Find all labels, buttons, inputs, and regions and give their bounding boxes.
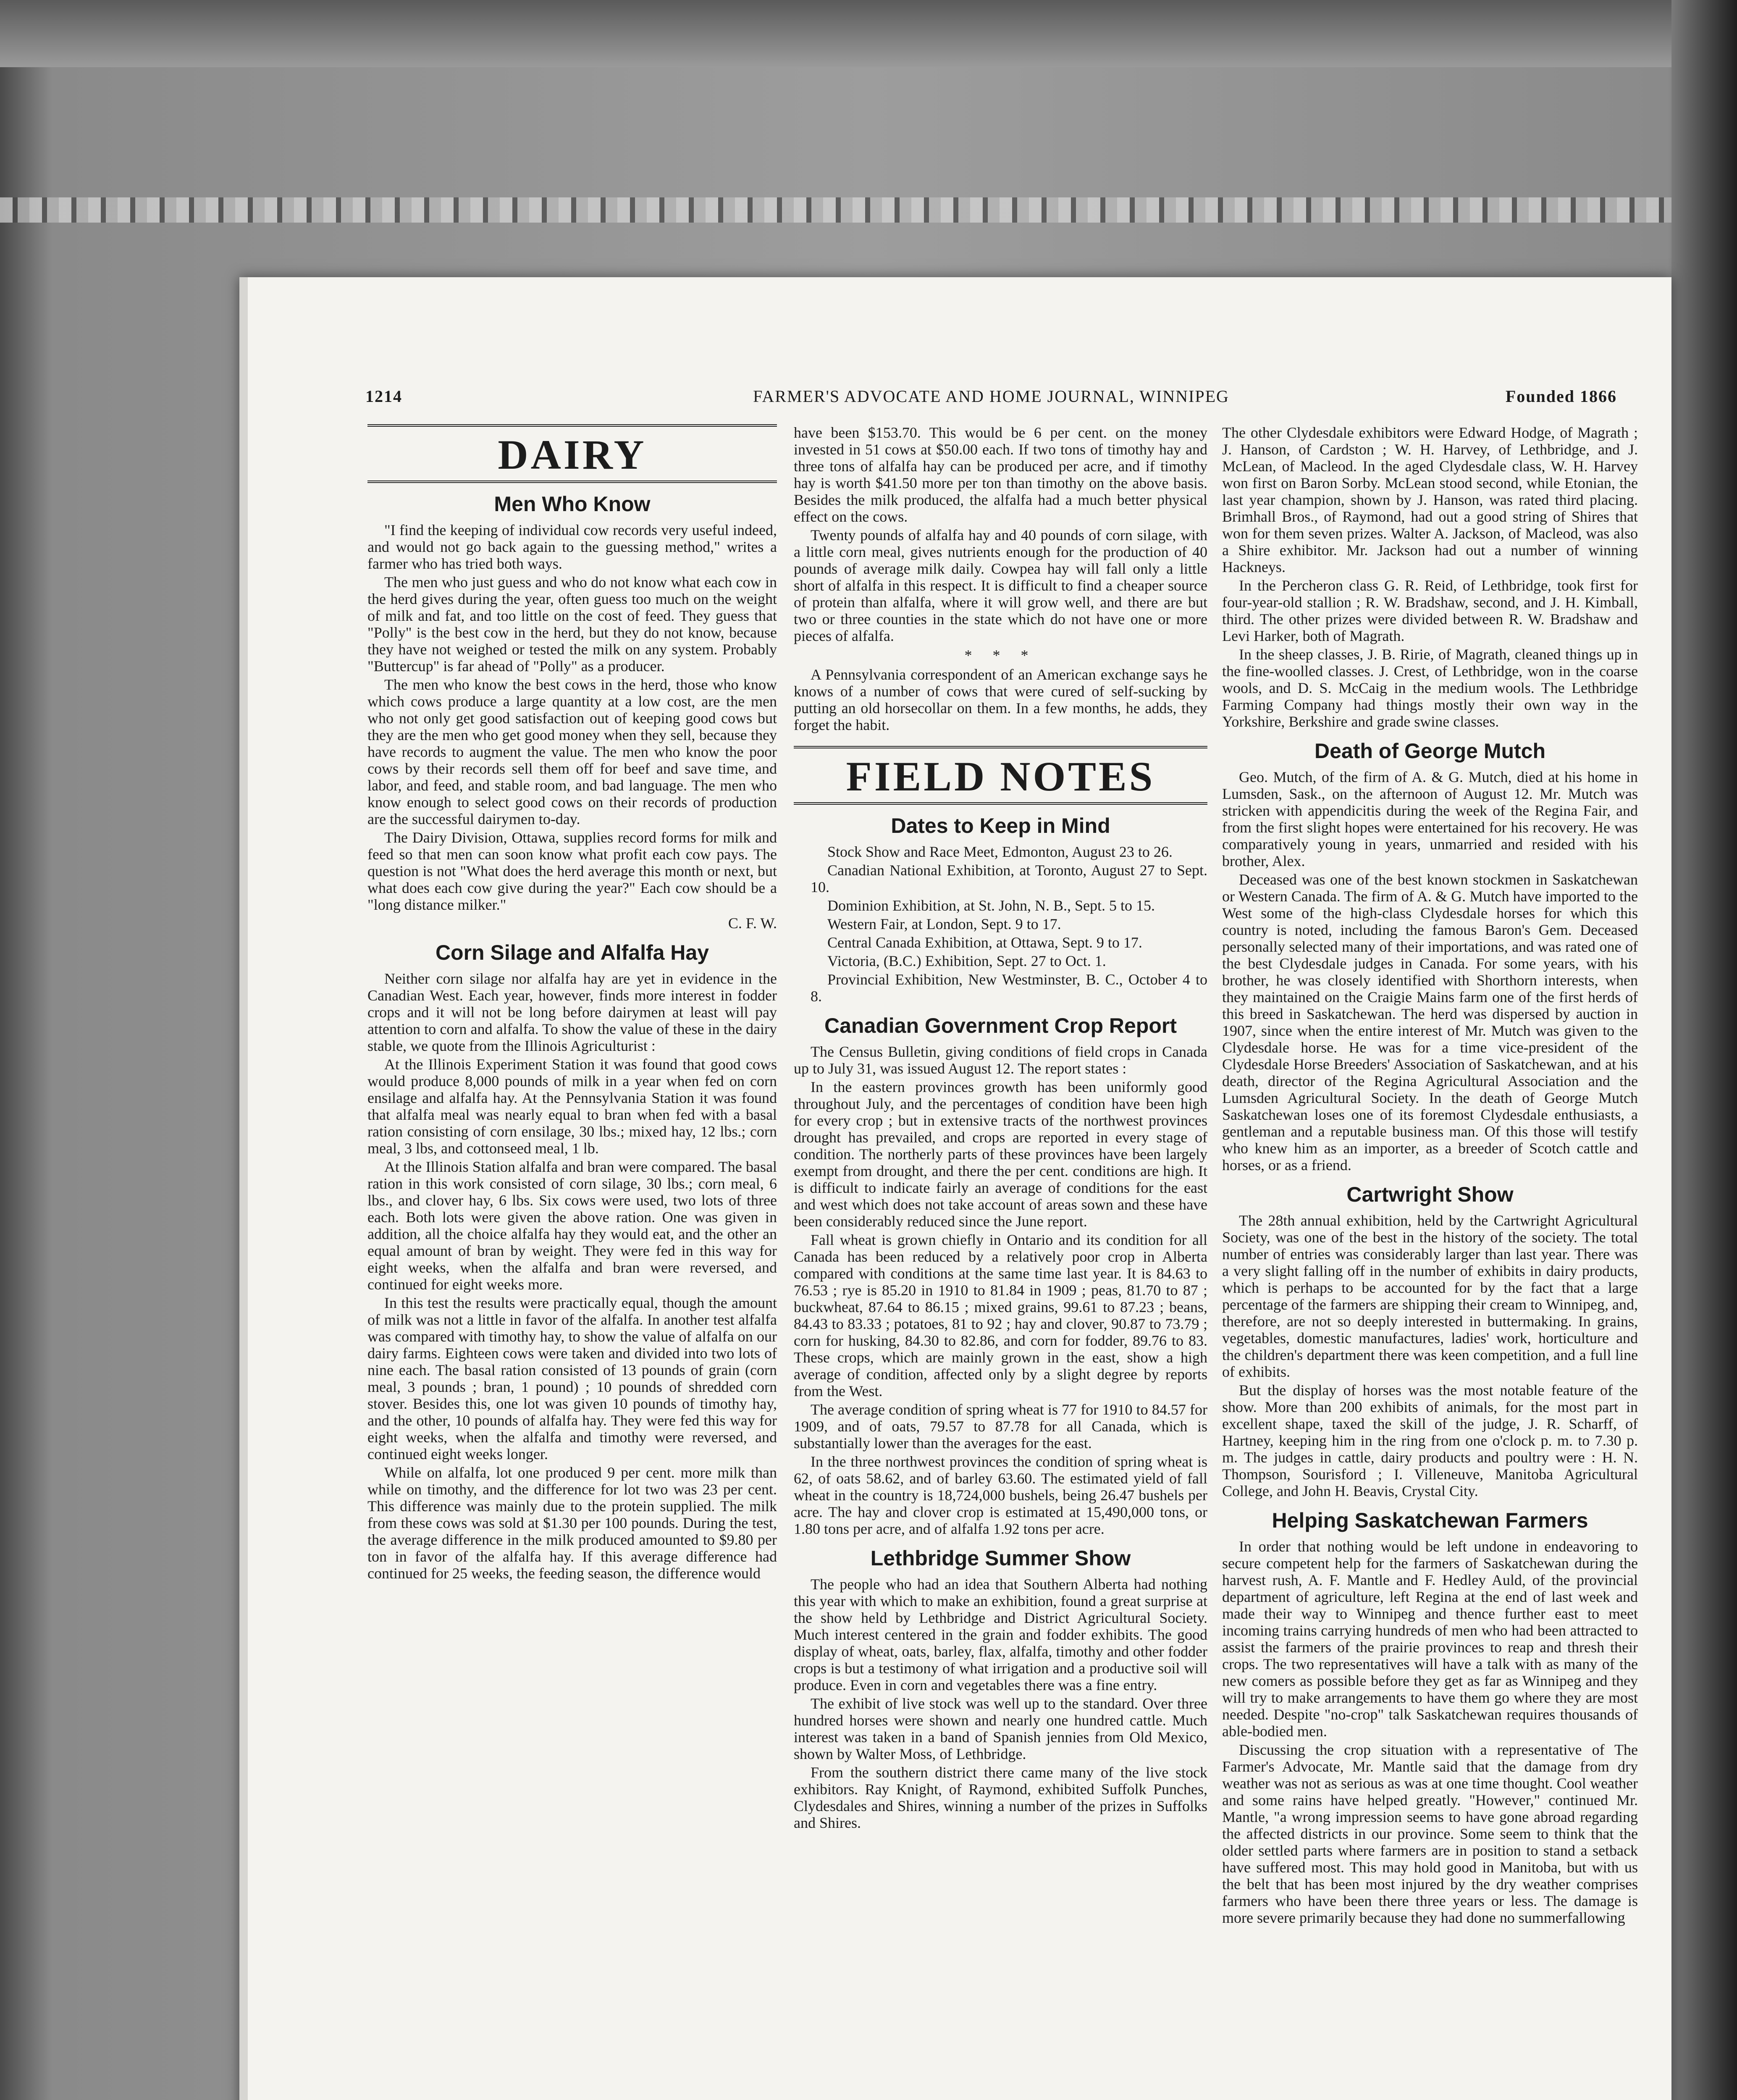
paragraph: The men who just guess and who do not know what each cow in the herd gives during the year, often guess too much on the weight of milk and fat, and too little on the cost of feed. They guess that "Polly" is the best cow in the herd, but they do not know, because they have not weighed or tested the milk on any system. Probably "Buttercup" is far ahead of "Polly" as a producer. bbox=[367, 574, 777, 675]
page-header bbox=[365, 386, 1617, 416]
paragraph: From the southern district there came many of the live stock exhibitors. Ray Knight, of Raymond, exhibited Suffolk Punches, Clydesdales and Shires, winning a number of the prizes in Suffolks and Shires. bbox=[794, 1764, 1207, 1831]
paragraph: In order that nothing would be left undone in endeavoring to secure competent help for the farmers of Saskatchewan during the harvest rush, A. F. Mantle and F. Hedley Auld, of the provincial department of agriculture, left Regina at the end of last week and made their way to Winnipeg and thence further east to meet incoming trains carrying hundreds of men who had been attracted to assist the farmers of the prairie provinces to reap and thresh their crops. The two representatives will have a talk with as many of the new comers as possible before they get as far as Winnipeg and they will try to make arrangements to have them go where they are most needed. Despite "no-crop" talk Saskatchewan requires thousands of able-bodied men. bbox=[1222, 1538, 1638, 1740]
page-number: 1214 bbox=[365, 387, 402, 406]
article-title: Corn Silage and Alfalfa Hay bbox=[435, 941, 709, 964]
paragraph: In the sheep classes, J. B. Ririe, of Magrath, cleaned things up in the fine-woolled classes. J. Crest, of Lethbridge, won in the coarse wools, and D. S. McCaig in the medium wools. The Lethbridge Farming Company had things mostly their own way in the Yorkshire, Berkshire and grade swine classes. bbox=[1222, 646, 1638, 730]
paragraph: In the Percheron class G. R. Reid, of Lethbridge, took first for four-year-old stallion ; R. W. Bradshaw, second, and J. H. Kimball, third. The other prizes were divided between R. W. Bradshaw and Levi Harker, both of Magrath. bbox=[1222, 577, 1638, 644]
paragraph: In the three northwest provinces the condition of spring wheat is 62, of oats 58.62, and of barley 63.60. The estimated yield of fall wheat in the country is 18,724,000 bushels, being 26.47 bushels per acre. The hay and clover crop is estimated at 15,490,000 tons, or 1.80 tons per acre, and of alfalfa 1.92 tons per acre. bbox=[794, 1453, 1207, 1537]
paragraph: The 28th annual exhibition, held by the Cartwright Agricultural Society, was one of the best in the history of the society. The total number of entries was considerably larger than last year. There was a very slight falling off in the number of exhibits in dairy products, which is perhaps to be accounted for by the fact that a large percentage of the farmers are shipping their cream to Winnipeg, and, therefore, are not so deeply interested in buttermaking. In grains, vegetables, domestic manufactures, ladies' work, horticulture and the children's department there was keen competition, and a full line of exhibits. bbox=[1222, 1212, 1638, 1380]
list-item: Canadian National Exhibition, at Toronto, August 27 to Sept. 10. bbox=[811, 862, 1207, 895]
list-item: Stock Show and Race Meet, Edmonton, August 23 to 26. bbox=[827, 843, 1173, 860]
paragraph: The Census Bulletin, giving conditions of field crops in Canada up to July 31, was issued August 12. The report states : bbox=[794, 1043, 1207, 1077]
paragraph: At the Illinois Experiment Station it was found that good cows would produce 8,000 pounds of milk in a year when fed on corn ensilage and alfalfa hay. At the Pennsylvania Station it was found that alfalfa meal was nearly equal to bran when fed with a basal ration consisting of corn ensilage, 30 lbs.; mixed hay, 12 lbs.; corn meal, 3 lbs, and cottonseed meal, 1 lb. bbox=[367, 1056, 777, 1157]
paragraph: The men who know the best cows in the herd, those who know which cows produce a large quantity at a low cost, are the men who not only get good satisfaction out of keeping good cows but they are the men who get good money when they sell, because they have records to augment the value. The men who know the poor cows by their records sell them off for beef and save time, and labor, and feed, and stable room, and bad language. The men who know enough to select good cows on their records of production are the successful dairymen to-day. bbox=[367, 676, 777, 827]
signature: C. F. W. bbox=[728, 915, 777, 932]
list-item: Provincial Exhibition, New Westminster, B. C., October 4 to 8. bbox=[811, 971, 1207, 1005]
paragraph: Twenty pounds of alfalfa hay and 40 pounds of corn silage, with a little corn meal, gives nutrients enough for the production of 40 pounds of average milk daily. Cowpea hay will fall only a little short of alfalfa in this respect. It is difficult to find a cheaper source of protein than alfalfa, where it will grow well, and there are but two or three counties in the state which do not have one or more pieces of alfalfa. bbox=[794, 527, 1207, 644]
column-2 bbox=[794, 424, 1207, 2100]
separator-stars: * * * bbox=[964, 647, 1037, 664]
list-item: Victoria, (B.C.) Exhibition, Sept. 27 to Oct. 1. bbox=[827, 953, 1106, 969]
paragraph: The other Clydesdale exhibitors were Edward Hodge, of Magrath ; J. Hanson, of Cardston ; W. H. Harvey, of Lethbridge, and J. McLean, of Macleod. In the aged Clydesdale class, W. H. Harvey won first on Baron Sorby. McLean stood second, while Etonian, the last year champion, shown by J. Hanson, was rated third placing. Brimhall Bros., of Raymond, had out a good string of Shires that won for them seven prizes. Walter A. Jackson, of Macleod, was also a Shire exhibitor. Mr. Jackson had out a number of winning Hackneys. bbox=[1222, 424, 1638, 575]
founded-note: Founded 1866 bbox=[1505, 387, 1617, 406]
paragraph: But the display of horses was the most notable feature of the show. More than 200 exhibits of animals, for the most part in excellent shape, taxed the skill of the judge, J. R. Scharff, of Hartney, keeping him in the ring from one o'clock p. m. to 7.30 p. m. The judges in cattle, dairy products and poultry were : H. N. Thompson, Sourisford ; I. Villeneuve, Manitoba Agricultural College, and John H. Beavis, Crystal City. bbox=[1222, 1382, 1638, 1499]
article-title: Men Who Know bbox=[494, 492, 651, 516]
newspaper-page bbox=[239, 277, 1671, 2100]
article-title: Helping Saskatchewan Farmers bbox=[1272, 1509, 1588, 1532]
column-3 bbox=[1222, 424, 1638, 2100]
paragraph: "I find the keeping of individual cow records very useful indeed, and would not go back again to the guessing method," writes a farmer who has tried both ways. bbox=[367, 522, 777, 572]
scan-right-shadow bbox=[1671, 0, 1737, 2100]
paragraph: Discussing the crop situation with a representative of The Farmer's Advocate, Mr. Mantle said that the damage from dry weather was not as serious as was at one time thought. Cool weather and some rains have helped greatly. "However," continued Mr. Mantle, "a wrong impression seems to have gone abroad regarding the affected districts in our province. Some seem to think that the older settled parts where farmers are in position to stand a setback have suffered most. This may hold good in Manitoba, but with us the belt that has been most injured by the dry weather comprises farmers who have been there three years or less. The damage is more severe primarily because they had done no summerfallowing bbox=[1222, 1741, 1638, 1926]
list-item: Western Fair, at London, Sept. 9 to 17. bbox=[827, 916, 1061, 932]
paragraph: In the eastern provinces growth has been uniformly good throughout July, and the percentages of condition have been high for every crop ; but in extensive tracts of the northwest provinces drought has prevailed, and crops are reported in every stage of condition. The northerly parts of these provinces have been largely exempt from drought, and there the per cent. conditions are high. It is difficult to indicate fairly an average of conditions for the east and west which does not take account of areas sown and these have been considerably reduced since the June report. bbox=[794, 1079, 1207, 1230]
scan-top-shadow bbox=[0, 0, 1737, 67]
scan-streak bbox=[0, 197, 1737, 223]
paragraph: At the Illinois Station alfalfa and bran were compared. The basal ration in this work consisted of corn silage, 30 lbs.; corn meal, 6 lbs., and clover hay, 6 lbs. Six cows were used, two lots of three each. Both lots were given the above ration. One was given in addition, all the choice alfalfa hay they would eat, and the other an equal amount of bran by weight. They were fed in this way for eight weeks, when the alfalfa and bran were reversed, and continued for eight weeks more. bbox=[367, 1158, 777, 1293]
dates-list bbox=[794, 843, 1207, 1005]
section-title-field-notes: FIELD NOTES bbox=[846, 753, 1155, 800]
paragraph: The average condition of spring wheat is 77 for 1910 to 84.57 for 1909, and of oats, 79.57 to 87.78 for all Canada, which is substantially lower than the averages for the east. bbox=[794, 1401, 1207, 1452]
paragraph: While on alfalfa, lot one produced 9 per cent. more milk than while on timothy, and the difference for lot two was 23 per cent. This difference was mainly due to the protein supplied. The milk from these cows was sold at $1.30 per 100 pounds. During the test, the average difference in the milk produced amounted to $9.80 per ton in favor of the alfalfa hay. If this average difference had continued for 25 weeks, the feeding season, the difference would bbox=[367, 1464, 777, 1582]
paragraph: A Pennsylvania correspondent of an American exchange says he knows of a number of cows that were cured of self-sucking by putting an old horsecollar on them. In a few months, he adds, they forget the habit. bbox=[794, 666, 1207, 733]
column-1 bbox=[367, 424, 777, 2100]
list-item: Dominion Exhibition, at St. John, N. B., Sept. 5 to 15. bbox=[827, 897, 1155, 914]
article-title: Cartwright Show bbox=[1346, 1183, 1514, 1206]
dairy-banner bbox=[367, 424, 777, 483]
paragraph: have been $153.70. This would be 6 per cent. on the money invested in 51 cows at $50.00 each. If two tons of timothy hay and three tons of alfalfa hay can be produced per acre, and if timothy hay is worth $41.50 more per ton than timothy on the above basis. Besides the milk produced, the alfalfa had a much better physical effect on the cows. bbox=[794, 424, 1207, 525]
paragraph: Neither corn silage nor alfalfa hay are yet in evidence in the Canadian West. Each year, however, finds more interest in fodder crops and it will not be long before dairymen at least will pay attention to corn and alfalfa. To show the value of these in the dairy stable, we quote from the Illinois Agriculturist : bbox=[367, 970, 777, 1054]
list-item: Central Canada Exhibition, at Ottawa, Sept. 9 to 17. bbox=[827, 934, 1142, 951]
paragraph: Geo. Mutch, of the firm of A. & G. Mutch, died at his home in Lumsden, Sask., on the afternoon of August 12. Mr. Mutch was stricken with appendicitis during the week of the Regina Fair, and from the first slight hopes were entertained for his recovery. He was comparatively young in years, unmarried and resided with his brother, Alex. bbox=[1222, 769, 1638, 869]
article-title: Lethbridge Summer Show bbox=[870, 1546, 1131, 1570]
field-notes-banner bbox=[794, 746, 1207, 805]
paragraph: The people who had an idea that Southern Alberta had nothing this year with which to make an exhibition, found a great surprise at the show held by Lethbridge and District Agricultural Society. Much interest centered in the grain and fodder exhibits. The good display of wheat, oats, barley, flax, alfalfa, timothy and other fodder crops is but a testimony of what irrigation and a productive soil will produce. Even in corn and vegetables there was a fine entry. bbox=[794, 1576, 1207, 1693]
article-title: Dates to Keep in Mind bbox=[891, 814, 1110, 837]
paragraph: The exhibit of live stock was well up to the standard. Over three hundred horses were shown and nearly one hundred cattle. Much interest was taken in a band of Spanish jennies from Old Mexico, shown by Walter Moss, of Lethbridge. bbox=[794, 1695, 1207, 1762]
paragraph: Fall wheat is grown chiefly in Ontario and its condition for all Canada has been reduced by a relatively poor crop in Alberta compared with conditions at the same time last year. It is 84.63 to 76.53 ; rye is 85.20 in 1910 to 81.84 in 1909 ; peas, 81.70 to 87 ; buckwheat, 87.64 to 86.15 ; mixed grains, 99.61 to 87.23 ; beans, 84.43 to 83.33 ; potatoes, 81 to 92 ; hay and clover, 90.87 to 73.79 ; corn for husking, 84.30 to 82.86, and corn for fodder, 89.76 to 83. These crops, which are mainly grown in the east, show a high average of condition, affected only by a slight degree by reports from the West. bbox=[794, 1231, 1207, 1399]
paragraph: Deceased was one of the best known stockmen in Saskatchewan or Western Canada. The firm of A. & G. Mutch have imported to the West some of the high-class Clydesdale horses for which this country is noted, including the famous Baron's Gem. Deceased personally selected many of their importations, and was rated one of the best Clydesdale judges in Canada. For some years, with his brother, he was closely identified with Shorthorn interests, when they maintained on the Craigie Mains farm one of the first herds of this breed in Saskatchewan. The herd was dispersed by auction in 1907, since when the entire interest of Mr. Mutch was given to the Clydesdale horse. He was for a time vice-president of the Clydesdale Horse Breeders' Association of Saskatchewan, and at his death, director of the Regina Agricultural Association and the Lumsden Agricultural Society. In the death of George Mutch Saskatchewan loses one of its foremost Clydesdale enthusiasts, a gentleman and a reputable business man. Of this those will testify who knew him as an importer, as a breeder of Scotch cattle and horses, or as a friend. bbox=[1222, 871, 1638, 1173]
section-title-dairy: DAIRY bbox=[498, 431, 647, 478]
article-title: Death of George Mutch bbox=[1314, 739, 1546, 763]
article-title: Canadian Government Crop Report bbox=[824, 1014, 1177, 1037]
paragraph: In this test the results were practically equal, though the amount of milk was not a little in favor of the alfalfa. In another test alfalfa was compared with timothy hay, to show the value of alfalfa on our dairy farms. Eighteen cows were taken and divided into two lots of nine each. The basal ration consisted of 13 pounds of grain (corn meal, 3 pounds ; bran, 1 pound) ; 10 pounds of shredded corn stover. Besides this, one lot was given 10 pounds of timothy hay, and the other, 10 pounds of alfalfa hay. They were fed this way for eight weeks, when the alfalfa and timothy were reversed, and continued eight weeks longer. bbox=[367, 1294, 777, 1462]
paragraph: The Dairy Division, Ottawa, supplies record forms for milk and feed so that men can soon know what profit each cow pays. The question is not "What does the herd average this month or next, but what does each cow give during the year?" Each cow should be a "long distance milker." bbox=[367, 829, 777, 913]
masthead-title: FARMER'S ADVOCATE AND HOME JOURNAL, WINNIPEG bbox=[753, 387, 1229, 406]
